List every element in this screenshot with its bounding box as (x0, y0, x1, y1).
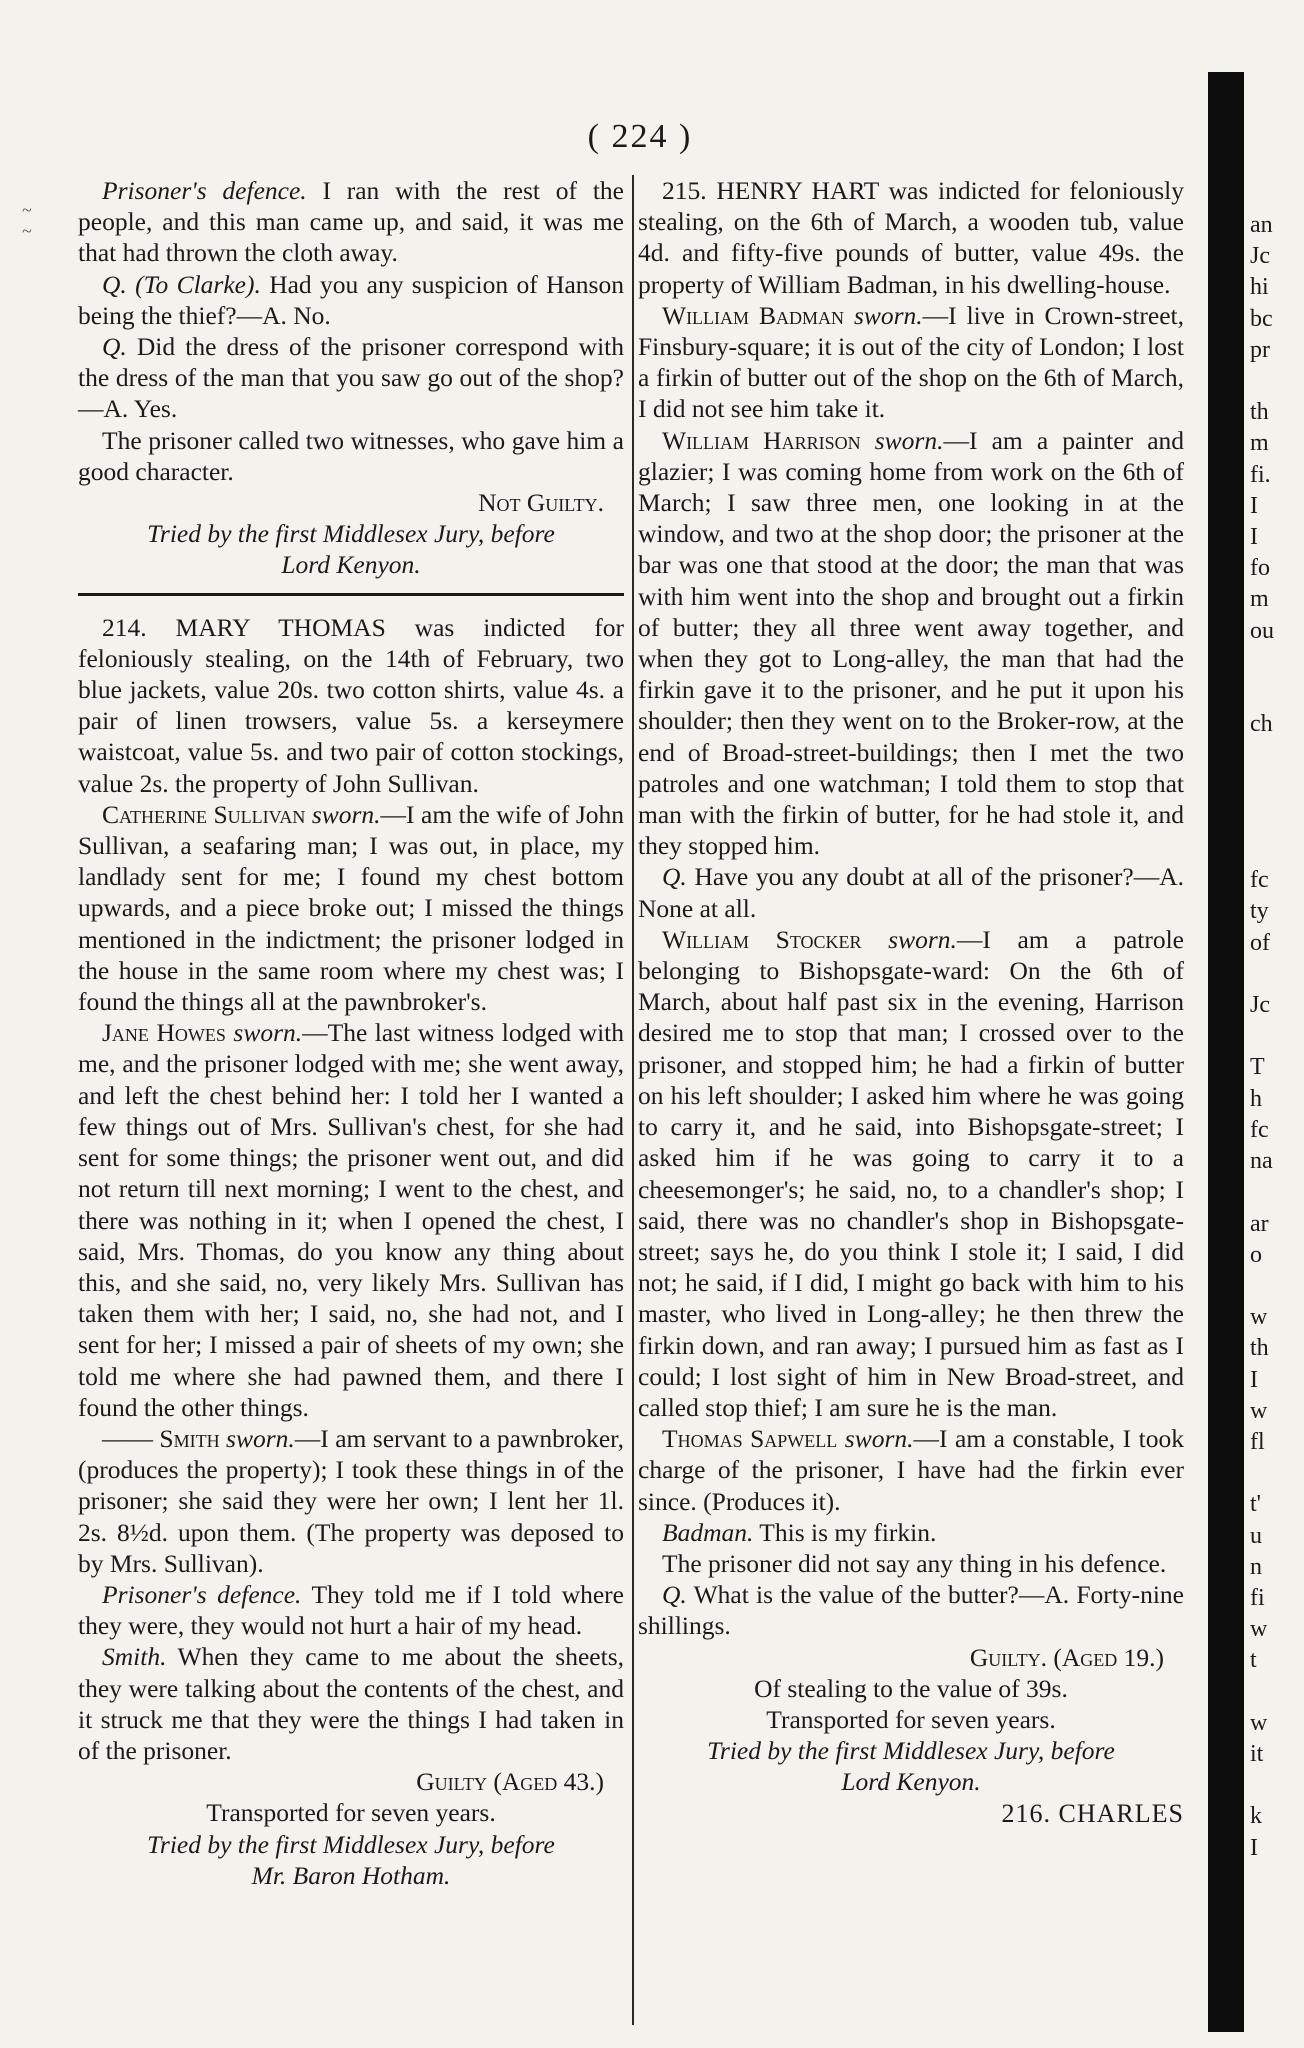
paragraph (78, 425, 624, 487)
testimony (638, 924, 1184, 1423)
paragraph-text: I ran with the rest of the people, and this man came up, and said, it was me that had thrown the cloth away. (78, 176, 624, 268)
paragraph (78, 1641, 624, 1766)
paragraph-lead: Q. (102, 332, 127, 362)
witness-name: —— Smith (102, 1423, 220, 1453)
paragraph: The prisoner did not say any thing in his defence. (662, 1548, 1167, 1578)
testimony-text: —I am a painter and glazier; I was coming home from work on the 6th of March; I saw three men, one looking in at the window, and two at the shop door; the prisoner at the bar was one that stood at the door; the man that was with him went into the shop and brought out a firkin of butter; they all three went away together, and when they got to Long-alley, the man that had the firkin gave it to the prisoner, and he put it upon his shoulder; then they went on to the Broker-row, at the end of Broad-street-buildings; then I met the two patroles and one watchman; I told them to stop that man with the firkin of butter, for he had stole it, and they stopped him. (638, 425, 1185, 861)
paragraph-text: Had you any suspicion of Hanson being the thief?—A. No. (78, 269, 624, 330)
testimony (78, 799, 624, 1017)
right-column (638, 175, 1184, 1829)
testimony-text: —I am a patrole belonging to Bishopsgate-ward: On the 6th of March, about half past six in the evening, Harrison desired me to stop that man; I crossed over to the prisoner, and stopped him; he had a firkin of butter on his left shoulder; I asked him where he was going to carry it, and he said, into Bishopsgate-street; I asked him if he was going to carry it to a cheesemonger's; he said, no, to a chandler's shop; I said, there was no chandler's shop in Bishopsgate-street; says he, do you think I stole it; I said, I did not; he said, if I did, I might go back with him to his master, who lived in Long-alley; he then threw the firkin down, and ran away; I pursued him as fast as I could; I lost sight of him in New Broad-street, and called stop thief; I am sure he is the man. (638, 924, 1184, 1422)
sentence: Transported for seven years. (206, 1798, 496, 1828)
paragraph-text: What is the value of the butter?—A. Forty-nine shillings. (638, 1580, 1184, 1641)
paragraph-lead: Badman. (662, 1517, 754, 1547)
sworn-label: sworn. (311, 799, 381, 829)
testimony-text: —I am servant to a pawnbroker, (produces the property); I took these things in of the prisoner; she said they were her own; I lent her 1l. 2s. 8½d. upon them. (The property was deposed to by Mrs. Sullivan). (78, 1423, 624, 1578)
paragraph-text: The prisoner called two witnesses, who gave him a good character. (78, 425, 624, 486)
sworn-label: sworn. (844, 1424, 914, 1454)
paragraph-text: Have you any doubt at all of the prisoner?—A. None at all. (638, 862, 1184, 923)
catchword: 216. CHARLES (1001, 1798, 1184, 1828)
sworn-label: sworn. (853, 300, 923, 330)
paragraph-lead: Q. (662, 862, 687, 892)
sworn-label: sworn. (226, 1423, 295, 1453)
margin-mark: ~ ~ (22, 200, 32, 241)
case-intro: 214. MARY THOMAS was indicted for feloniously stealing, on the 14th of February, two blue jackets, value 20s. two cotton shirts, value 4s. a pair of linen trowsers, value 5s. a kerseymere waistcoat, value 5s. and two pair of cotton stockings, value 2s. the property of John Sullivan. (78, 612, 624, 798)
trial-judge: Lord Kenyon. (841, 1767, 981, 1797)
paragraph-lead: Q. (To Clarke). (102, 269, 261, 299)
paragraph (78, 175, 624, 269)
sworn-label: sworn. (233, 1018, 303, 1048)
verdict: Not Guilty. (478, 488, 604, 518)
verdict: Guilty. (Aged 19.) (969, 1642, 1164, 1672)
testimony (78, 1423, 624, 1579)
testimony (638, 1423, 1184, 1517)
paragraph-text: Did the dress of the prisoner correspond with the dress of the man that you saw go out of the shop?—A. Yes. (78, 332, 624, 424)
paragraph (78, 269, 624, 331)
witness-name: William Badman (662, 300, 844, 330)
verdict: Guilty (Aged 43.) (416, 1767, 604, 1797)
verdict-value: Of stealing to the value of 39s. (754, 1673, 1068, 1703)
trial-judge: Lord Kenyon. (281, 550, 421, 580)
witness-name: Catherine Sullivan (102, 799, 306, 829)
testimony (78, 1017, 624, 1423)
paragraph-lead: Prisoner's defence. (102, 176, 307, 205)
trial-line: Tried by the first Middlesex Jury, before (707, 1736, 1115, 1766)
witness-name: Jane Howes (102, 1018, 226, 1048)
facing-page-fragments: an Jc hi bc pr th m fi. I I fo m ou ch fc ty of Jc T h fc na ar o w th I w fl t' u n fi w t w it k I (1250, 212, 1274, 1861)
paragraph (78, 331, 624, 425)
sworn-label: sworn. (888, 924, 957, 954)
paragraph-text: When they came to me about the sheets, they were talking about the contents of the chest, and it struck me that they were the things I had taken in of the prisoner. (78, 1642, 624, 1765)
testimony (638, 300, 1184, 425)
trial-line: Tried by the first Middlesex Jury, before (147, 519, 555, 549)
sentence: Transported for seven years. (766, 1704, 1056, 1734)
column-divider (632, 175, 634, 2025)
testimony-text: —I live in Crown-street, Finsbury-square; it is out of the city of London; I lost a firkin of butter out of the shop on the 6th of March, I did not see him take it. (638, 300, 1185, 424)
paragraph (638, 1517, 1184, 1548)
trial-line: Tried by the first Middlesex Jury, before (147, 1829, 555, 1859)
paragraph-lead: Smith. (102, 1642, 167, 1672)
paragraph-text: They told me if I told where they were, they would not hurt a hair of my head. (78, 1579, 624, 1641)
section-rule (78, 593, 624, 596)
trial-judge: Mr. Baron Hotham. (251, 1860, 451, 1890)
testimony-text: —I am a constable, I took charge of the prisoner, I have had the firkin ever since. (Produces it). (638, 1424, 1184, 1516)
paragraph (638, 861, 1184, 923)
witness-name: William Stocker (662, 924, 862, 954)
page-number: ( 224 ) (587, 118, 693, 155)
case-intro: 215. HENRY HART was indicted for feloniously stealing, on the 6th of March, a wooden tub, value 4d. and fifty-five pounds of butter, value 49s. the property of William Badman, in his dwelling-house. (638, 176, 1184, 299)
paragraph-text: This is my firkin. (753, 1517, 937, 1547)
paragraph-lead: Q. (662, 1580, 687, 1610)
witness-name: William Harrison (662, 425, 861, 455)
paragraph (78, 1579, 624, 1641)
paragraph (638, 1579, 1184, 1641)
paragraph-lead: Prisoner's defence. (102, 1579, 302, 1609)
testimony-text: —I am the wife of John Sullivan, a seafaring man; I was out, in place, my landlady sent for me; I found my chest bottom upwards, and a piece broke out; I missed the things mentioned in the indictment; the prisoner lodged in the house in the same room where my chest was; I found the things all at the pawnbroker's. (78, 799, 624, 1017)
testimony-text: —The last witness lodged with me, and the prisoner lodged with me; she went away, and left the chest behind her: I told her I wanted a few things out of Mrs. Sullivan's chest, for she had sent for some things; the prisoner went out, and did not return till next morning; I went to the chest, and there was nothing in it; when I opened the chest, I said, Mrs. Thomas, do you know any thing about this, and she said, no, very likely Mrs. Sullivan has taken them with her; I said, no, she had not, and I sent for her; I missed a pair of sheets of my own; she told me where she had pawned them, and there I found the other things. (78, 1018, 625, 1422)
page-edge-shadow (1208, 72, 1244, 2032)
testimony (638, 425, 1184, 862)
sworn-label: sworn. (874, 425, 944, 455)
witness-name: Thomas Sapwell (662, 1424, 838, 1454)
left-column (78, 175, 624, 1891)
